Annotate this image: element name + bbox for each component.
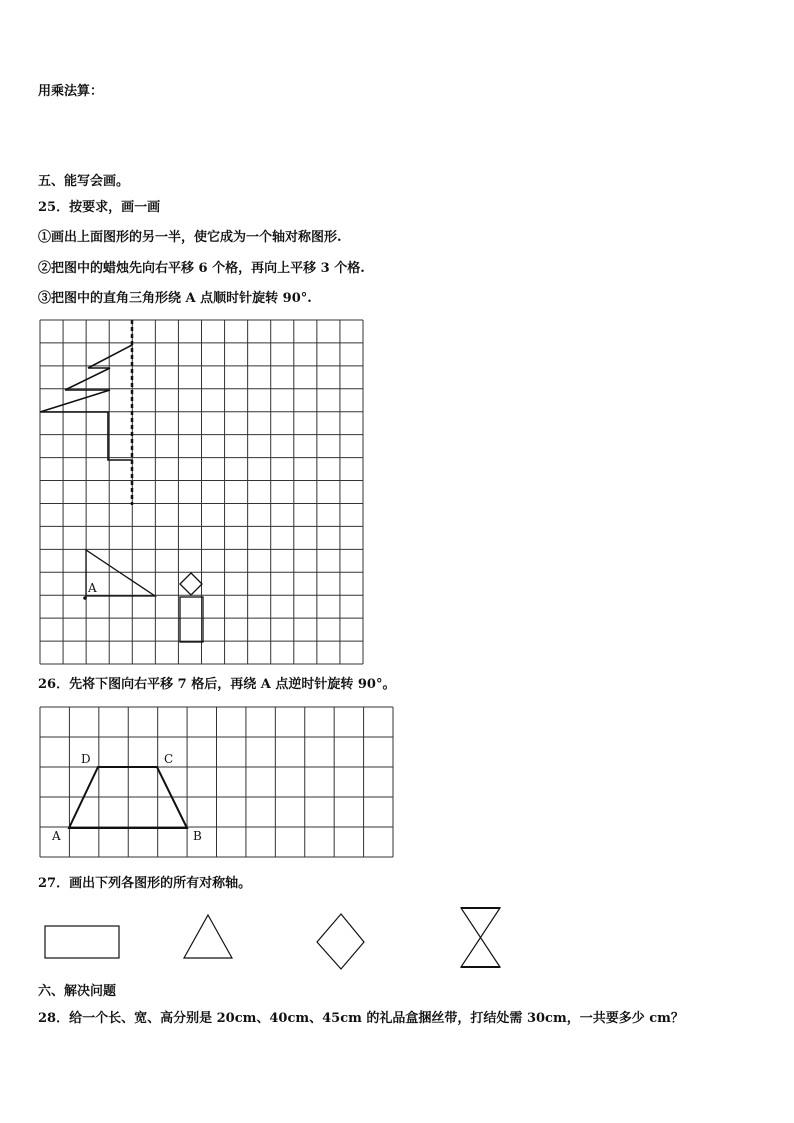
candle-flame: [180, 573, 202, 595]
section-6-heading: 六、解决问题: [38, 984, 117, 999]
point-a-dot: [83, 596, 87, 600]
rhombus-shape: [317, 914, 364, 969]
section-5-heading: 五、能写会画。: [38, 174, 130, 189]
grid-26-lines: [40, 707, 393, 857]
question-26-title: 26．先将下图向右平移 7 格后，再绕 A 点逆时针旋转 90°。: [38, 677, 396, 692]
point-a-label: A: [88, 581, 97, 595]
symmetry-shapes: [40, 900, 510, 975]
triangle-shape: [184, 915, 232, 958]
question-28-text: 28．给一个长、宽、高分别是 20cm、40cm、45cm 的礼品盒捆丝带，打结处需 30cm，一共要多少 cm？: [38, 1011, 684, 1026]
grid-26: [40, 707, 394, 858]
candle-body: [180, 597, 203, 642]
question-25-task-3: ③把图中的直角三角形绕 A 点顺时针旋转 90°.: [38, 291, 312, 306]
rectangle-shape: [45, 926, 119, 958]
vertex-c-label: C: [164, 752, 174, 766]
vertex-d-label: D: [81, 752, 91, 766]
multiply-prompt: 用乘法算：: [38, 84, 104, 99]
grid-25-lines: [40, 320, 363, 664]
question-27-title: 27．画出下列各图形的所有对称轴。: [38, 876, 252, 891]
vertex-a-label: A: [52, 829, 61, 843]
hourglass-shape: [461, 908, 500, 967]
question-25-task-2: ②把图中的蜡烛先向右平移 6 个格，再向上平移 3 个格.: [38, 261, 365, 276]
grid-25: [40, 320, 364, 665]
question-25-task-1: ①画出上面图形的另一半，使它成为一个轴对称图形.: [38, 230, 342, 245]
question-25-title: 25．按要求，画一画: [38, 200, 161, 215]
vertex-b-label: B: [193, 829, 202, 843]
